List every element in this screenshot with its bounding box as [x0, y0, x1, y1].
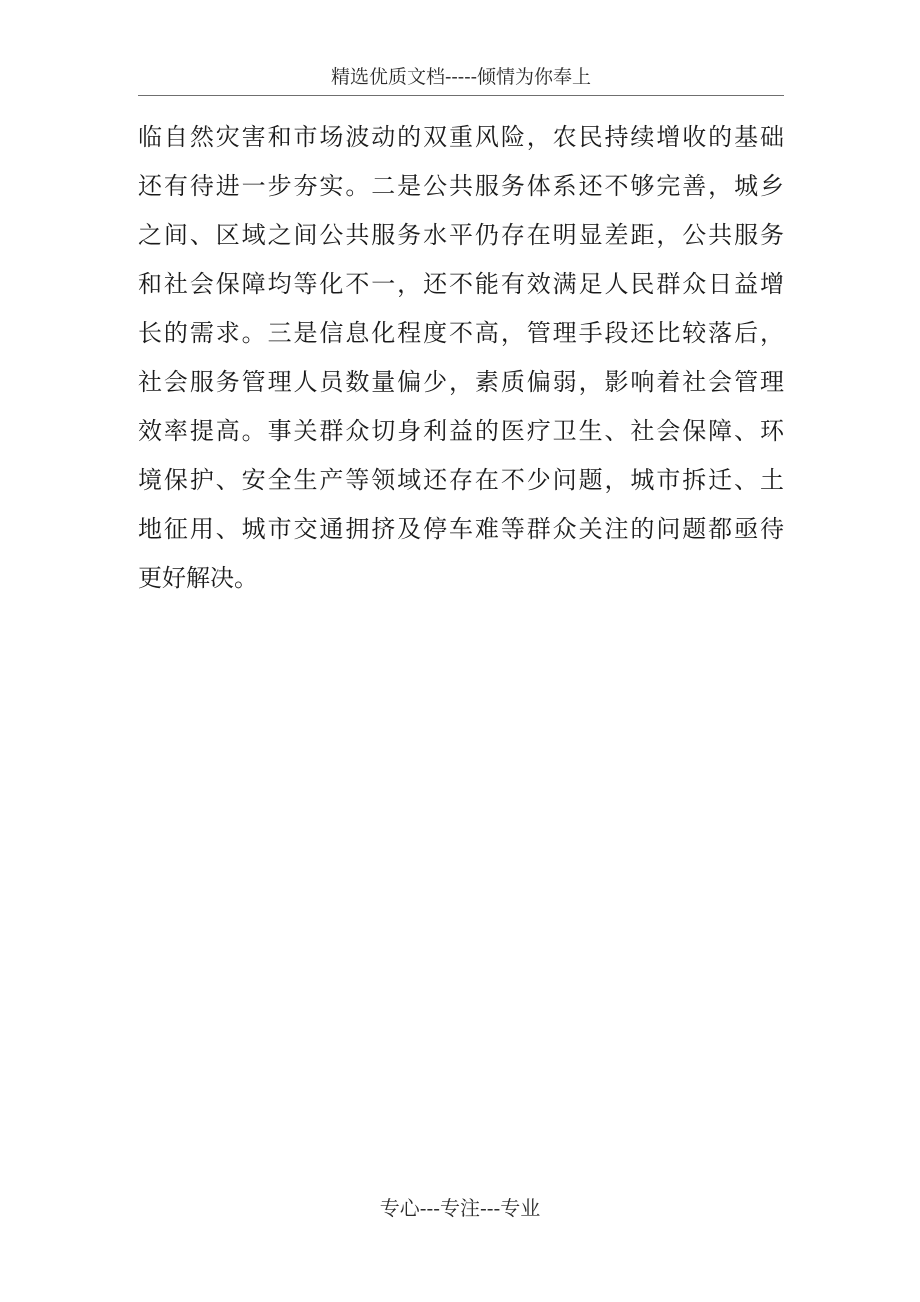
body-line: 长的需求。三是信息化程度不高，管理手段还比较落后，: [138, 319, 784, 347]
body-paragraph: [138, 113, 784, 603]
body-line: 和社会保障均等化不一，还不能有效满足人民群众日益增: [138, 270, 784, 298]
body-line: 更好解决。: [138, 564, 258, 592]
body-line: 社会服务管理人员数量偏少，素质偏弱，影响着社会管理: [138, 368, 784, 396]
footer-text: 专心---专注---专业: [379, 1196, 541, 1220]
body-line: 之间、区域之间公共服务水平仍存在明显差距，公共服务: [138, 221, 784, 249]
body-line: 地征用、城市交通拥挤及停车难等群众关注的问题都亟待: [138, 515, 784, 543]
header-text: 精选优质文档-----倾情为你奉上: [330, 66, 592, 88]
page-footer: [0, 1194, 920, 1222]
body-line: 效率提高。事关群众切身利益的医疗卫生、社会保障、环: [138, 417, 784, 445]
body-line: 还有待进一步夯实。二是公共服务体系还不够完善，城乡: [138, 172, 784, 200]
body-line: 境保护、安全生产等领域还存在不少问题，城市拆迁、土: [138, 466, 784, 494]
page-header: [138, 64, 784, 96]
body-line: 临自然灾害和市场波动的双重风险，农民持续增收的基础: [138, 123, 784, 151]
